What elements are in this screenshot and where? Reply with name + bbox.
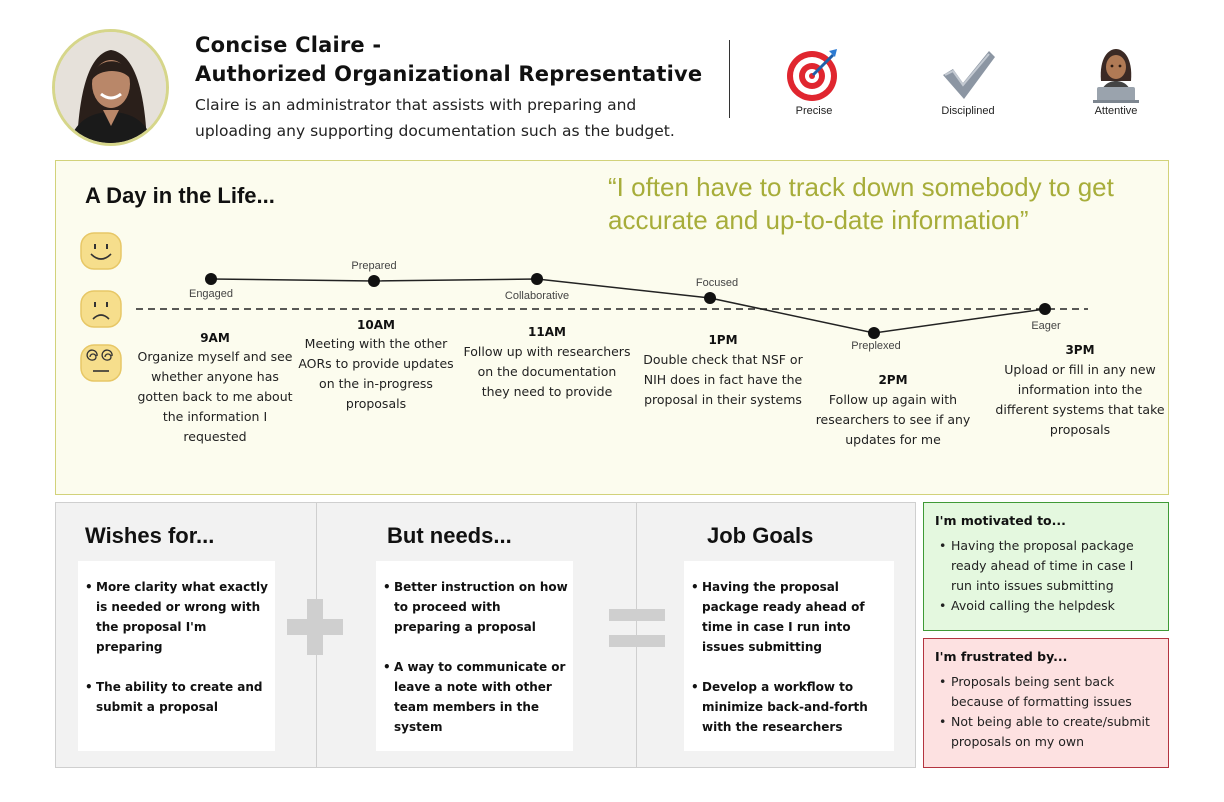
emotion-line — [211, 279, 1045, 333]
timepoint-description: Upload or fill in any new information into the different systems that take proposals — [995, 362, 1165, 437]
wishes-card — [78, 561, 275, 751]
sad-face-icon — [80, 290, 122, 328]
persona-description: Claire is an administrator that assists with preparing and uploading any supporting documentation such as the budget. — [195, 96, 675, 140]
persona-quote: “I often have to track down somebody to get accurate and up-to-date information” — [608, 172, 1114, 235]
timepoint-time: 1PM — [708, 333, 738, 347]
persona-name — [195, 31, 702, 89]
timepoint-time: 3PM — [1065, 343, 1095, 357]
trait-attentive — [1066, 45, 1166, 117]
frustrated-title: I'm frustrated by... — [935, 649, 1068, 664]
wishes-needs-goals-panel — [55, 502, 916, 768]
emotion-label: Collaborative — [504, 290, 570, 302]
persona-photo — [55, 32, 166, 143]
timepoint-time: 11AM — [528, 325, 566, 339]
trait-label: Attentive — [1094, 105, 1138, 117]
timepoint-time: 10AM — [357, 318, 395, 332]
persona-name-line1: Concise Claire - — [195, 33, 382, 57]
timepoint-marker — [531, 273, 543, 285]
timepoint-time: 9AM — [200, 331, 230, 345]
emotion-label: Eager — [1031, 320, 1061, 332]
motivated-card — [923, 502, 1169, 631]
frustrated-item: • Not being able to create/submit proposals on my own — [935, 712, 1158, 752]
timepoint-description: Meeting with the other AORs to provide updates on the in-progress proposals — [298, 336, 454, 411]
timepoint-description: Organize myself and see whether anyone has gotten back to me about the information I requested — [137, 349, 293, 444]
timepoint-description: Follow up again with researchers to see if any updates for me — [815, 392, 971, 447]
motivated-title: I'm motivated to... — [935, 513, 1066, 528]
timepoint-marker — [868, 327, 880, 339]
target-icon — [785, 45, 843, 103]
persona-name-line2: Authorized Organizational Representative — [195, 62, 703, 86]
equals-icon — [607, 607, 667, 649]
trait-label: Precise — [795, 105, 833, 117]
wish-item: • More clarity what exactly is needed or wrong with the proposal I'm preparing — [82, 577, 271, 657]
emotion-label: Preplexed — [851, 340, 901, 352]
day-title: A Day in the Life... — [85, 183, 275, 208]
emotion-label: Engaged — [188, 288, 234, 300]
emotion-label: Focused — [695, 277, 739, 289]
frustrated-card — [923, 638, 1169, 768]
person-at-laptop-icon — [1087, 45, 1145, 103]
motivated-item: • Avoid calling the helpdesk — [935, 596, 1158, 616]
happy-face-icon — [80, 232, 122, 270]
trait-precise — [764, 45, 864, 117]
needs-title: But needs... — [387, 523, 512, 548]
need-item: • A way to communicate or leave a note with other team members in the system — [380, 657, 569, 737]
motivated-item: • Having the proposal package ready ahead of time in case I run into issues submitting — [935, 536, 1158, 596]
timepoint-description: Double check that NSF or NIH does in fact have the proposal in their systems — [643, 352, 803, 407]
need-item: • Better instruction on how to proceed with preparing a proposal — [380, 577, 569, 637]
plus-icon — [285, 597, 345, 657]
timepoint-marker — [1039, 303, 1051, 315]
timepoint-description: Follow up with researchers on the documentation they need to provide — [463, 344, 631, 399]
header-divider — [729, 40, 730, 118]
emotion-label: Prepared — [351, 260, 397, 272]
frustrated-item: • Proposals being sent back because of formatting issues — [935, 672, 1158, 712]
wishes-title: Wishes for... — [85, 523, 215, 548]
wish-item: • The ability to create and submit a proposal — [82, 677, 271, 717]
timepoint-marker — [368, 275, 380, 287]
timepoint-time: 2PM — [878, 373, 908, 387]
timepoint-marker — [205, 273, 217, 285]
needs-card — [376, 561, 573, 751]
job-goals-card — [684, 561, 894, 751]
persona-avatar — [52, 29, 169, 146]
day-in-the-life-panel — [55, 160, 1169, 495]
goal-item: • Develop a workflow to minimize back-and-forth with the researchers — [688, 677, 890, 737]
goal-item: • Having the proposal package ready ahead of time in case I run into issues submitting — [688, 577, 890, 657]
check-mark-icon — [939, 45, 997, 103]
trait-label: Disciplined — [941, 105, 995, 117]
timepoint-marker — [704, 292, 716, 304]
job-goals-title: Job Goals — [707, 523, 814, 548]
trait-disciplined — [918, 45, 1018, 117]
dizzy-face-icon — [80, 344, 122, 382]
